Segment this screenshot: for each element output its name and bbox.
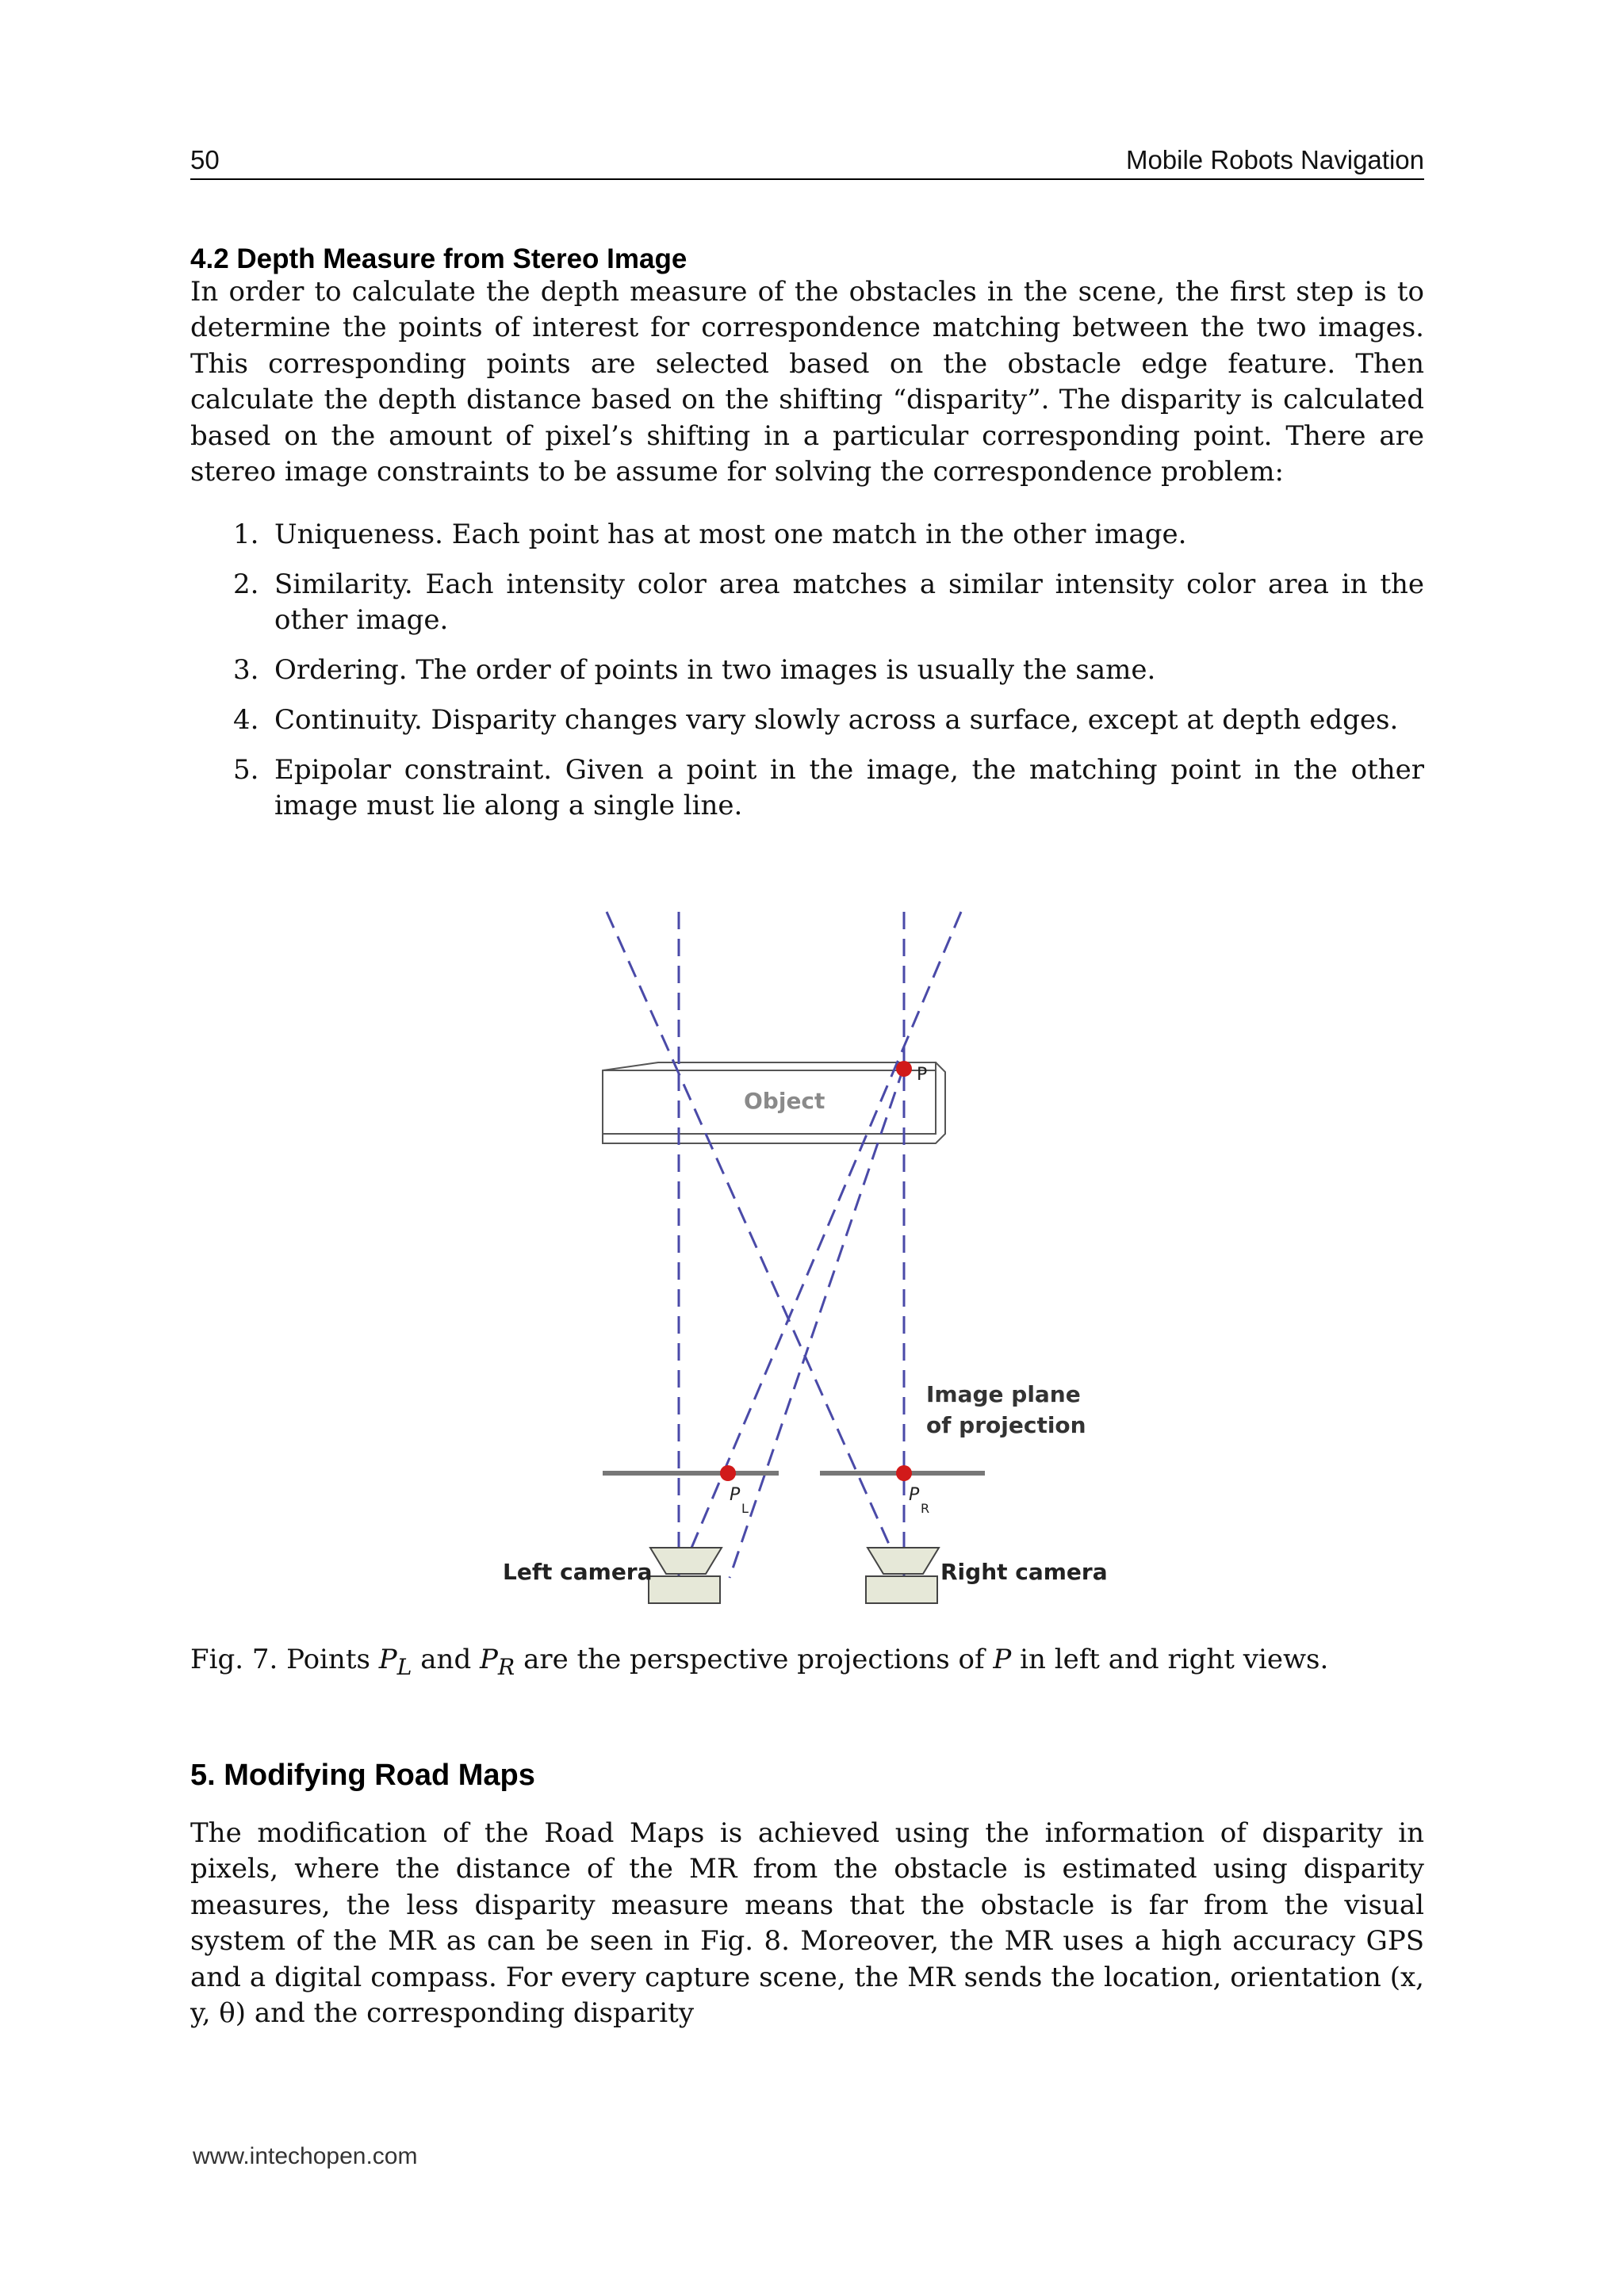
page-header	[190, 145, 1424, 180]
figure-caption: Fig. 7. Points $P_L$ and $P_R$ are the perspective projections of P in left and right views.	[190, 1644, 1329, 1680]
point-pr	[896, 1465, 912, 1481]
stereo-diagram	[476, 896, 1158, 1625]
pl-letter: P	[730, 1485, 741, 1505]
point-p	[896, 1061, 912, 1077]
left-camera-label: Left camera	[503, 1559, 653, 1585]
running-title: Mobile Robots Navigation	[1125, 145, 1424, 174]
left-camera-lens	[650, 1548, 722, 1574]
pl-subscript: L	[741, 1501, 749, 1516]
image-plane-label-1: Image plane	[926, 1381, 1081, 1407]
right-camera-lens	[868, 1548, 939, 1574]
constraints-list	[222, 517, 1424, 838]
footer-url: www.intechopen.com	[193, 2143, 418, 2169]
list-item: 5. Epipolar constraint. Given a point in the image, the matching point in the other image must lie along a single line.	[233, 754, 1424, 821]
right-far-ray	[679, 912, 961, 1578]
right-camera-label: Right camera	[940, 1559, 1108, 1585]
pr-letter: P	[909, 1485, 920, 1505]
intro-paragraph: In order to calculate the depth measure of the obstacles in the scene, the first step is to determine the points of interest for correspondence matching between the two images. This corresponding points are selected based on the obstacle edge feature. Then calculate the depth distance based on the shifting “disparity”. The disparity is calculated based on the amount of pixel’s shifting in a particular corresponding point. There are stereo image constraints to be assume for solving the correspondence problem:	[190, 276, 1424, 488]
left-camera-body	[649, 1576, 720, 1603]
page-number: 50	[190, 145, 220, 174]
list-item: 4. Continuity. Disparity changes vary slowly across a surface, except at depth edges.	[233, 704, 1399, 736]
left-camera	[649, 1548, 722, 1603]
road-maps-paragraph: The modification of the Road Maps is achieved using the information of disparity in pixels, where the distance of the MR from the obstacle is estimated using disparity measures, the less disparity measure means that the obstacle is far from the visual system of the MR as can be seen in Fig. 8. Moreover, the MR uses a high accuracy GPS and a digital compass. For every capture scene, the MR sends the location, orientation (x, y, θ) and the corresponding disparity	[190, 1817, 1424, 2030]
right-camera-body	[866, 1576, 937, 1603]
list-item: 1. Uniqueness. Each point has at most one match in the other image.	[233, 519, 1187, 550]
section-heading: 5. Modifying Road Maps	[190, 1759, 535, 1792]
point-pl	[720, 1465, 736, 1481]
list-item: 3. Ordering. The order of points in two images is usually the same.	[233, 654, 1156, 686]
left-far-ray	[607, 912, 904, 1578]
right-camera	[866, 1548, 939, 1603]
image-plane-label-2: of projection	[926, 1412, 1086, 1438]
pr-subscript: R	[921, 1501, 930, 1516]
subsection-heading: 4.2 Depth Measure from Stereo Image	[190, 243, 688, 274]
list-item: 2. Similarity. Each intensity color area matches a similar intensity color area in the other image.	[233, 568, 1424, 636]
stereo-figure	[476, 896, 1158, 1625]
p-label: P	[917, 1065, 928, 1085]
object-label: Object	[744, 1088, 825, 1114]
